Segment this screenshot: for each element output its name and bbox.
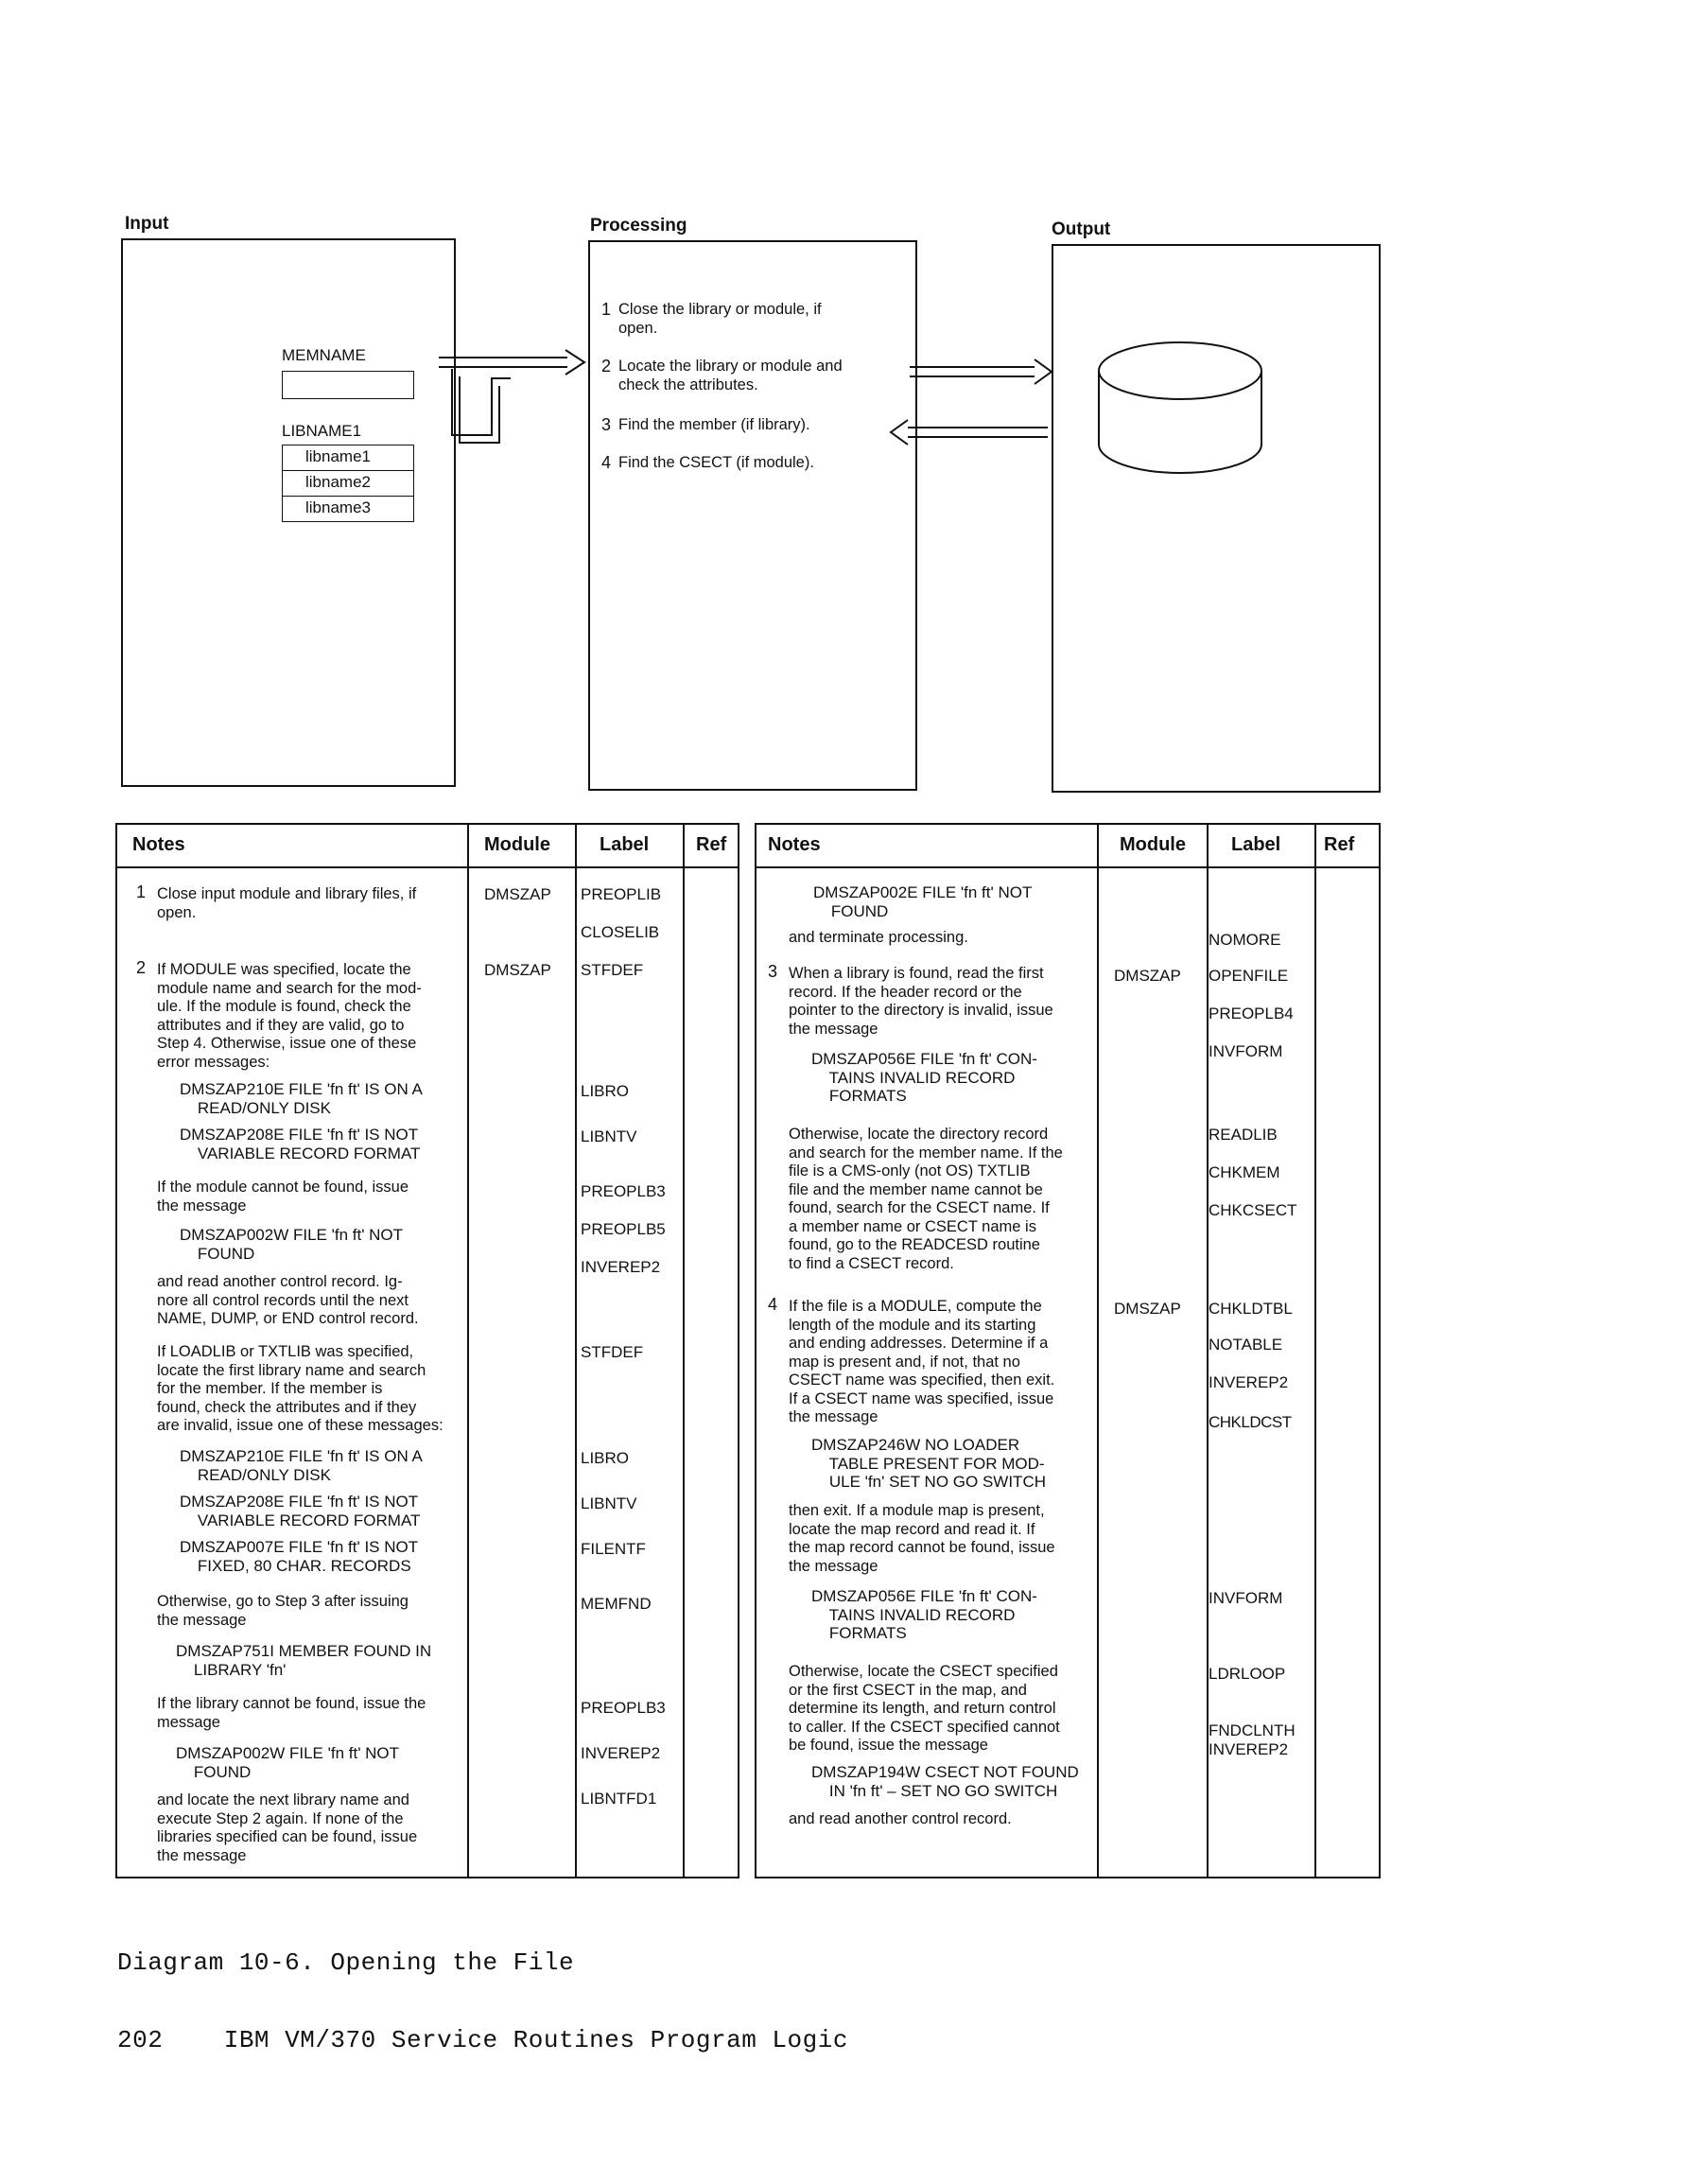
message-text: DMSZAP002W FILE 'fn ft' NOT FOUND: [176, 1744, 400, 1781]
step-number: 1: [136, 882, 147, 901]
disk-icon: [1099, 342, 1261, 473]
input-to-processing-arrow: [439, 358, 567, 367]
processing-to-output-arrow: [910, 367, 1035, 376]
processing-step: 3 Find the member (if library).: [601, 415, 810, 434]
ref-header: Ref: [1324, 834, 1355, 855]
message-text: DMSZAP210E FILE 'fn ft' IS ON A READ/ONLY DISK: [180, 1080, 423, 1117]
note-text: If the module cannot be found, issue the message: [157, 1179, 409, 1214]
label-cell: NOMORE: [1209, 931, 1281, 949]
message-text: DMSZAP002W FILE 'fn ft' NOT FOUND: [180, 1226, 404, 1263]
label-cell: CHKLDTBL: [1209, 1300, 1293, 1318]
message-text: DMSZAP208E FILE 'fn ft' IS NOT VARIABLE RECORD FORMAT: [180, 1493, 421, 1529]
message-text: DMSZAP194W CSECT NOT FOUND IN 'fn ft' – SET NO GO SWITCH: [811, 1763, 1079, 1800]
label-cell: INVEREP2: [581, 1258, 661, 1276]
module-cell: DMSZAP: [484, 885, 551, 903]
note-text: When a library is found, read the first record. If the header record or the pointer to the directory is invalid, issue the message: [789, 965, 1053, 1038]
module-header: Module: [484, 834, 550, 855]
label-cell: INVEREP2: [1209, 1373, 1289, 1391]
message-text: DMSZAP246W NO LOADER TABLE PRESENT FOR MOD- ULE 'fn' SET NO GO SWITCH: [811, 1436, 1046, 1491]
note-text: and locate the next library name and execute Step 2 again. If none of the libraries specified can be found, issue the message: [157, 1791, 418, 1864]
libname-label: LIBNAME1: [282, 422, 362, 440]
libname-entry: libname1: [282, 445, 414, 471]
step-number: 2: [136, 958, 147, 977]
ref-header: Ref: [696, 834, 727, 855]
label-cell: PREOPLB5: [581, 1220, 666, 1238]
module-cell: DMSZAP: [1114, 1300, 1181, 1318]
flow-arrows: [0, 0, 1687, 851]
label-cell: PREOPLB3: [581, 1182, 666, 1200]
output-header: Output: [1052, 219, 1111, 239]
step-number: 4: [768, 1295, 778, 1314]
label-cell: STFDEF: [581, 961, 644, 979]
label-cell: PREOPLB3: [581, 1699, 666, 1717]
label-cell: MEMFND: [581, 1595, 652, 1613]
label-cell: LIBRO: [581, 1449, 630, 1467]
label-cell: LDRLOOP: [1209, 1665, 1286, 1683]
left-notes-table: [115, 823, 739, 1878]
label-cell: CHKLDCST: [1209, 1413, 1292, 1431]
processing-step: 1 Close the library or module, if open.: [601, 300, 822, 337]
label-header: Label: [600, 834, 650, 855]
label-cell: CLOSELIB: [581, 923, 660, 941]
label-cell: PREOPLIB: [581, 885, 662, 903]
label-cell: OPENFILE: [1209, 967, 1289, 985]
message-text: DMSZAP056E FILE 'fn ft' CON- TAINS INVALID RECORD FORMATS: [811, 1050, 1037, 1105]
output-to-processing-arrow: [908, 428, 1048, 437]
step-number: 3: [768, 962, 778, 981]
message-text: DMSZAP751I MEMBER FOUND IN LIBRARY 'fn': [176, 1642, 432, 1679]
note-text: If the file is a MODULE, compute the length of the module and its starting and ending addresses. Determine if a map is present and, if not, that no CSECT name was specified, then exit. If a CSECT name was specified, issue the message: [789, 1298, 1055, 1425]
note-text: If LOADLIB or TXTLIB was specified, locate the first library name and search for the member. If the member is found, check the attributes and if they are invalid, issue one of these messages:: [157, 1343, 443, 1434]
note-text: If the library cannot be found, issue the message: [157, 1695, 426, 1731]
label-cell: FILENTF: [581, 1540, 646, 1558]
label-header: Label: [1231, 834, 1281, 855]
module-header: Module: [1120, 834, 1186, 855]
label-cell: PREOPLB4: [1209, 1005, 1294, 1022]
arrow-head: [1035, 359, 1052, 384]
label-cell: LIBRO: [581, 1082, 630, 1100]
note-text: and read another control record.: [789, 1810, 1012, 1827]
notes-header: Notes: [768, 834, 821, 855]
message-text: DMSZAP210E FILE 'fn ft' IS ON A READ/ONLY DISK: [180, 1447, 423, 1484]
note-text: Otherwise, locate the directory record and search for the member name. If the file is a CMS-only (not OS) TXTLIB file and the member name cannot be found, search for the CSECT name. If a member name or CSECT name is found, go to the READCESD routine to find a CSECT record.: [789, 1126, 1063, 1272]
label-cell: STFDEF: [581, 1343, 644, 1361]
label-cell: FNDCLNTH: [1209, 1721, 1296, 1739]
processing-header: Processing: [590, 216, 687, 236]
processing-step: 2 Locate the library or module and check the attributes.: [601, 357, 843, 393]
label-cell: CHKCSECT: [1209, 1201, 1297, 1219]
note-text: then exit. If a module map is present, locate the map record and read it. If the map record cannot be found, issue the message: [789, 1502, 1055, 1575]
memname-label: MEMNAME: [282, 346, 366, 364]
arrow-head: [891, 420, 908, 445]
module-cell: DMSZAP: [1114, 967, 1181, 985]
label-cell: LIBNTV: [581, 1127, 637, 1145]
libname-entry: libname3: [282, 497, 414, 522]
label-cell: NOTABLE: [1209, 1336, 1283, 1354]
label-cell: READLIB: [1209, 1126, 1278, 1144]
label-cell: LIBNTFD1: [581, 1790, 657, 1808]
note-text: and read another control record. Ig- nore all control records until the next NAME, DUMP, or END control record.: [157, 1273, 419, 1327]
message-text: DMSZAP208E FILE 'fn ft' IS NOT VARIABLE RECORD FORMAT: [180, 1126, 421, 1162]
note-text: Otherwise, go to Step 3 after issuing the message: [157, 1593, 409, 1629]
diagram-caption: Diagram 10-6. Opening the File: [117, 1948, 575, 1977]
arrow-head: [565, 350, 584, 375]
note-text: Close input module and library files, if open.: [157, 885, 417, 921]
notes-header: Notes: [132, 834, 185, 855]
page-footer: 202 IBM VM/370 Service Routines Program Logic: [117, 2026, 848, 2054]
label-cell: INVFORM: [1209, 1589, 1283, 1607]
module-cell: DMSZAP: [484, 961, 551, 979]
right-notes-table: [755, 823, 1381, 1878]
label-cell: INVEREP2: [1209, 1740, 1289, 1758]
label-cell: INVEREP2: [581, 1744, 661, 1762]
label-cell: CHKMEM: [1209, 1163, 1280, 1181]
note-text: Otherwise, locate the CSECT specified or the first CSECT in the map, and determine its length, and return control to caller. If the CSECT specified cannot be found, issue the message: [789, 1663, 1060, 1754]
message-text: DMSZAP007E FILE 'fn ft' IS NOT FIXED, 80 CHAR. RECORDS: [180, 1538, 419, 1575]
label-cell: LIBNTV: [581, 1494, 637, 1512]
note-text: and terminate processing.: [789, 929, 968, 946]
input-header: Input: [125, 214, 169, 234]
message-text: DMSZAP002E FILE 'fn ft' NOT FOUND: [813, 883, 1033, 920]
processing-step: 4 Find the CSECT (if module).: [601, 453, 814, 472]
label-cell: INVFORM: [1209, 1042, 1283, 1060]
note-text: If MODULE was specified, locate the module name and search for the mod- ule. If the module is found, check the attributes and if they are valid, go to Step 4. Otherwise, issue one of these error messages:: [157, 961, 422, 1071]
message-text: DMSZAP056E FILE 'fn ft' CON- TAINS INVALID RECORD FORMATS: [811, 1587, 1037, 1642]
libname-entry: libname2: [282, 471, 414, 497]
